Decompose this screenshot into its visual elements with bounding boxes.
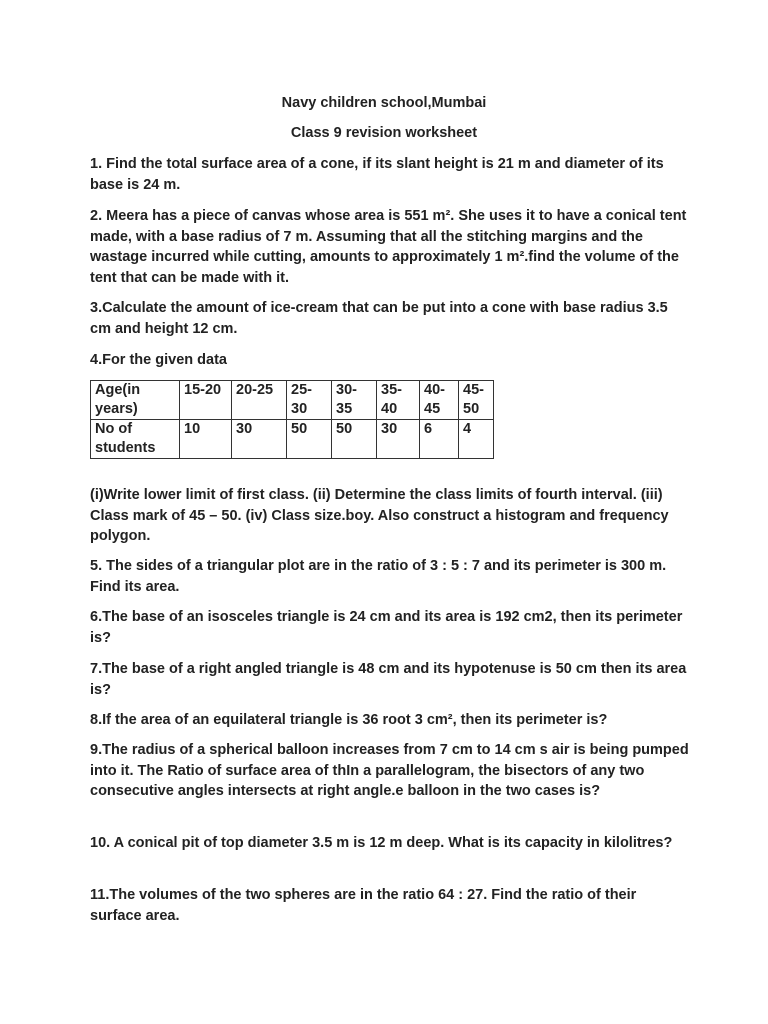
- table-cell: 30-35: [332, 381, 377, 420]
- table-cell: Age(in years): [91, 381, 180, 420]
- question-7: 7.The base of a right angled triangle is 48 cm and its hypotenuse is 50 cm then its area is?: [90, 661, 687, 698]
- question-5: 5. The sides of a triangular plot are in the ratio of 3 : 5 : 7 and its perimeter is 300 m. Find its area.: [90, 558, 667, 595]
- question-4: 4.For the given data: [90, 352, 227, 368]
- question-11: 11.The volumes of the two spheres are in the ratio 64 : 27. Find the ratio of their surface area.: [90, 887, 637, 924]
- table-cell: 40-45: [420, 381, 459, 420]
- question-10: 10. A conical pit of top diameter 3.5 m is 12 m deep. What is its capacity in kilolitres?: [90, 835, 673, 851]
- table-cell: 50: [332, 420, 377, 459]
- question-1: 1. Find the total surface area of a cone, if its slant height is 21 m and diameter of its base is 24 m.: [90, 156, 664, 193]
- table-row-age: [91, 381, 494, 420]
- table-cell: No of students: [91, 420, 180, 459]
- worksheet-title: Class 9 revision worksheet: [290, 125, 478, 141]
- school-name: Navy children school,Mumbai: [281, 95, 487, 111]
- table-cell: 35-40: [377, 381, 420, 420]
- table-cell: 30: [377, 420, 420, 459]
- table-row-students: [91, 420, 494, 459]
- question-9: 9.The radius of a spherical balloon increases from 7 cm to 14 cm s air is being pumped into it. The Ratio of surface area of thIn a parallelogram, the bisectors of any two consecutive angles intersects at right angle.e balloon in the two cases is?: [90, 742, 689, 799]
- table-cell: 20-25: [232, 381, 287, 420]
- question-6: 6.The base of an isosceles triangle is 24 cm and its area is 192 cm2, then its perimeter is?: [90, 609, 683, 646]
- table-cell: 10: [180, 420, 232, 459]
- table-cell: 15-20: [180, 381, 232, 420]
- data-table: [90, 380, 494, 459]
- question-3: 3.Calculate the amount of ice-cream that can be put into a cone with base radius 3.5 cm and height 12 cm.: [90, 300, 668, 337]
- table-cell: 30: [232, 420, 287, 459]
- table-cell: 45-50: [459, 381, 494, 420]
- question-2: 2. Meera has a piece of canvas whose area is 551 m². She uses it to have a conical tent made, with a base radius of 7 m. Assuming that all the stitching margins and the wastage incurred while cutting, amounts to approximately 1 m².find the volume of the tent that can be made with it.: [90, 208, 687, 286]
- table-cell: 50: [287, 420, 332, 459]
- table-cell: 4: [459, 420, 494, 459]
- table-cell: 6: [420, 420, 459, 459]
- table-cell: 25-30: [287, 381, 332, 420]
- question-4-subparts: (i)Write lower limit of first class. (ii) Determine the class limits of fourth interval. (iii) Class mark of 45 – 50. (iv) Class size.boy. Also construct a histogram and frequency polygon.: [90, 487, 669, 544]
- question-8: 8.If the area of an equilateral triangle is 36 root 3 cm², then its perimeter is?: [90, 712, 608, 728]
